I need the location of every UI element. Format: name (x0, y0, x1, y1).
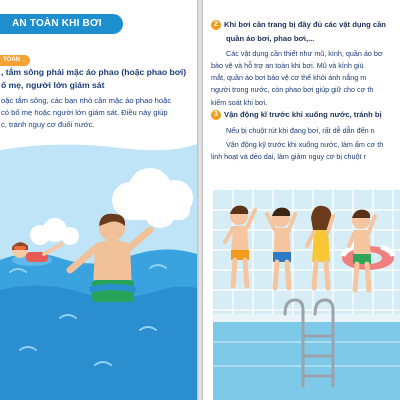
section-number-badge: 2 (211, 20, 221, 30)
page-title: AN TOÀN KHI BƠI (0, 14, 123, 34)
paragraph-line: mắt, quần áo bơi bảo vệ cơ thể khỏi ánh nắng m (211, 73, 367, 82)
section-heading-line2: ố mẹ, người lớn giám sát (1, 80, 105, 90)
paragraph-line: người trong nước, còn phao bơi giúp giữ cho cơ th (211, 85, 374, 94)
right-page (203, 0, 400, 400)
section-heading-line1: , tắm sông phải mặc áo phao (hoặc phao bơi) (1, 67, 187, 77)
section-2-title-line2: quần áo bơi, phao bơi,... (226, 34, 315, 43)
section-2-heading (211, 20, 386, 30)
paragraph-line: Các vật dụng cần thiết như mũ, kính, quần áo bơ (226, 49, 383, 58)
swimming-scene-illustration (0, 140, 197, 400)
paragraph-line: có bố mẹ hoặc người lớn giám sát. Điều này giúp (1, 108, 168, 117)
section-2-title-line1: Khi bơi cần trang bị đầy đủ các vật dụng cần (224, 20, 386, 29)
pool-stretching-illustration (203, 176, 400, 400)
paragraph-line: linh hoạt và dẻo dai, làm giảm nguy cơ bị chuột r (211, 152, 366, 161)
section-number-badge: 3 (211, 110, 221, 120)
paragraph-line: Nếu bị chuột rút khi đang bơi, rất dễ dẫn đến n (226, 126, 375, 135)
section-3-heading (211, 110, 382, 120)
paragraph-line: bảo vệ và hỗ trợ an toàn khi bơi. Mũ và kính giú (211, 61, 364, 70)
left-page (0, 0, 197, 400)
section-tag: TOÀN (0, 55, 30, 66)
paragraph-line: kiểm soát khi bơi. (211, 98, 268, 107)
paragraph-line: c, tránh nguy cơ đuối nước. (1, 120, 95, 129)
paragraph-line: Vận động kỹ trước khi xuống nước, làm ấm cơ th (226, 140, 384, 149)
section-3-title: Vận động kĩ trước khi xuống nước, tránh bị (224, 110, 382, 119)
paragraph-line: oặc tắm sông, các bạn nhỏ cần mặc áo phao hoặc (1, 96, 172, 105)
